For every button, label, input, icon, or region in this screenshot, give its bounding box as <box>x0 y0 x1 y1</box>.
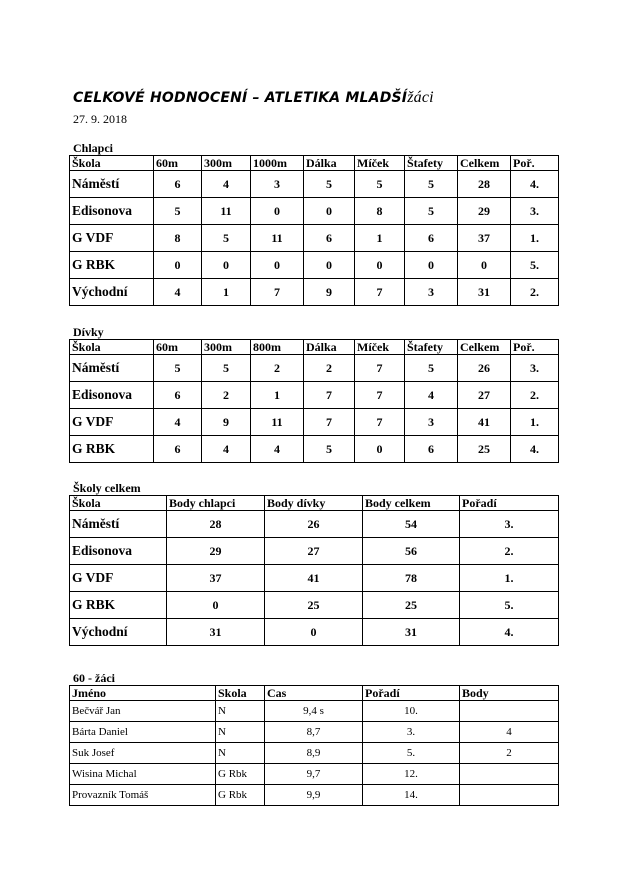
table-cell: 5 <box>405 198 458 225</box>
table-cell: 1. <box>460 565 559 592</box>
table-cell: 12. <box>363 764 460 785</box>
table-cell: G Rbk <box>216 764 265 785</box>
table-row <box>70 355 559 382</box>
table-cell: 9 <box>202 409 251 436</box>
girls-heading: Dívky <box>73 325 104 339</box>
table-header-row <box>70 156 559 171</box>
column-header: Poř. <box>511 156 559 171</box>
column-header: Body chlapci <box>167 496 265 511</box>
table-cell: 7 <box>355 279 405 306</box>
table-header-row <box>70 686 559 701</box>
row-label: Východní <box>70 619 167 646</box>
table-cell: 2. <box>511 382 559 409</box>
column-header: Cas <box>265 686 363 701</box>
column-header: Míček <box>355 156 405 171</box>
row-label: Edisonova <box>70 382 154 409</box>
schools-table <box>69 495 559 646</box>
table-cell: 5 <box>405 171 458 198</box>
table-cell: 25 <box>458 436 511 463</box>
schools-heading: Školy celkem <box>73 481 141 495</box>
table-cell: 0 <box>405 252 458 279</box>
table-cell: 4 <box>202 171 251 198</box>
table-cell: 26 <box>265 511 363 538</box>
boys-heading: Chlapci <box>73 141 114 155</box>
table-cell: 27 <box>458 382 511 409</box>
page-title <box>73 89 434 107</box>
row-label: Suk Josef <box>70 743 216 764</box>
table-cell: 6 <box>154 436 202 463</box>
table-cell: 3. <box>511 355 559 382</box>
table-cell: G Rbk <box>216 785 265 806</box>
table-header-row <box>70 496 559 511</box>
table-cell: 11 <box>202 198 251 225</box>
table-row <box>70 409 559 436</box>
table-cell: 3 <box>405 409 458 436</box>
table-row <box>70 619 559 646</box>
table-cell: 7 <box>355 382 405 409</box>
table-header-row <box>70 340 559 355</box>
table-cell: 5 <box>304 436 355 463</box>
table-cell: 3. <box>363 722 460 743</box>
table-cell: 7 <box>304 409 355 436</box>
table-cell: 41 <box>458 409 511 436</box>
table-row <box>70 511 559 538</box>
column-header: Dálka <box>304 156 355 171</box>
column-header: 300m <box>202 156 251 171</box>
table-cell: 0 <box>251 252 304 279</box>
table-cell: 11 <box>251 409 304 436</box>
table-cell: N <box>216 701 265 722</box>
table-cell: 6 <box>405 225 458 252</box>
table-cell <box>460 764 559 785</box>
column-header: Škola <box>70 496 167 511</box>
table-cell: 0 <box>304 198 355 225</box>
row-label: Edisonova <box>70 538 167 565</box>
table-cell: 31 <box>458 279 511 306</box>
table-cell: 4 <box>460 722 559 743</box>
table-cell: 2 <box>202 382 251 409</box>
table-row <box>70 743 559 764</box>
title-tail: žáci <box>407 89 434 106</box>
table-cell: 2 <box>304 355 355 382</box>
boys-table <box>69 155 559 306</box>
column-header: Míček <box>355 340 405 355</box>
table-cell <box>460 785 559 806</box>
table-cell: 5. <box>363 743 460 764</box>
table-cell: 5 <box>154 198 202 225</box>
table-cell: 5. <box>511 252 559 279</box>
row-label: Edisonova <box>70 198 154 225</box>
table-cell: 1 <box>202 279 251 306</box>
column-header: Pořadí <box>363 686 460 701</box>
table-cell: 54 <box>363 511 460 538</box>
table-cell: 11 <box>251 225 304 252</box>
table-cell: 6 <box>154 382 202 409</box>
table-cell: 0 <box>355 436 405 463</box>
table-cell: 5 <box>202 225 251 252</box>
table-cell: 2. <box>511 279 559 306</box>
table-cell: 5 <box>355 171 405 198</box>
table-cell: 6 <box>304 225 355 252</box>
column-header: Celkem <box>458 156 511 171</box>
table-cell: N <box>216 722 265 743</box>
table-cell: N <box>216 743 265 764</box>
table-cell: 5 <box>202 355 251 382</box>
table-cell: 0 <box>167 592 265 619</box>
table-cell: 1 <box>355 225 405 252</box>
column-header: Body celkem <box>363 496 460 511</box>
table-cell: 1. <box>511 409 559 436</box>
table-cell: 7 <box>355 355 405 382</box>
column-header: Dálka <box>304 340 355 355</box>
column-header: Škola <box>70 156 154 171</box>
column-header: Body <box>460 686 559 701</box>
table-cell: 3 <box>251 171 304 198</box>
table-cell: 5 <box>405 355 458 382</box>
sprint-heading: 60 - žáci <box>73 671 115 685</box>
table-cell: 26 <box>458 355 511 382</box>
table-cell: 4. <box>511 171 559 198</box>
column-header: 60m <box>154 156 202 171</box>
row-label: G VDF <box>70 565 167 592</box>
table-row <box>70 171 559 198</box>
column-header: Body dívky <box>265 496 363 511</box>
column-header: 800m <box>251 340 304 355</box>
table-cell: 3 <box>405 279 458 306</box>
row-label: Provazník Tomáš <box>70 785 216 806</box>
table-cell: 5. <box>460 592 559 619</box>
row-label: G VDF <box>70 225 154 252</box>
document-date: 27. 9. 2018 <box>73 112 127 126</box>
table-row <box>70 225 559 252</box>
table-cell: 8,7 <box>265 722 363 743</box>
column-header: 1000m <box>251 156 304 171</box>
table-cell: 5 <box>154 355 202 382</box>
table-cell: 4. <box>460 619 559 646</box>
table-cell: 1. <box>511 225 559 252</box>
table-cell: 41 <box>265 565 363 592</box>
table-cell: 9,4 s <box>265 701 363 722</box>
table-cell: 0 <box>304 252 355 279</box>
column-header: Skola <box>216 686 265 701</box>
table-cell: 6 <box>154 171 202 198</box>
table-cell: 2 <box>460 743 559 764</box>
row-label: G VDF <box>70 409 154 436</box>
sprint-table <box>69 685 559 806</box>
table-row <box>70 436 559 463</box>
table-row <box>70 701 559 722</box>
row-label: Náměstí <box>70 171 154 198</box>
table-cell: 3. <box>511 198 559 225</box>
table-cell: 29 <box>458 198 511 225</box>
row-label: Bárta Daniel <box>70 722 216 743</box>
table-cell: 2. <box>460 538 559 565</box>
table-cell: 29 <box>167 538 265 565</box>
table-cell: 28 <box>167 511 265 538</box>
row-label: Náměstí <box>70 355 154 382</box>
table-cell: 10. <box>363 701 460 722</box>
table-cell: 0 <box>251 198 304 225</box>
table-cell: 0 <box>154 252 202 279</box>
column-header: Jméno <box>70 686 216 701</box>
table-cell: 7 <box>304 382 355 409</box>
row-label: G RBK <box>70 592 167 619</box>
table-cell: 14. <box>363 785 460 806</box>
table-row <box>70 279 559 306</box>
table-cell: 4 <box>405 382 458 409</box>
table-cell: 31 <box>167 619 265 646</box>
table-cell: 1 <box>251 382 304 409</box>
table-cell: 3. <box>460 511 559 538</box>
column-header: Štafety <box>405 340 458 355</box>
table-cell: 5 <box>304 171 355 198</box>
table-cell: 8,9 <box>265 743 363 764</box>
column-header: Celkem <box>458 340 511 355</box>
table-cell: 37 <box>458 225 511 252</box>
row-label: Bečvář Jan <box>70 701 216 722</box>
column-header: Štafety <box>405 156 458 171</box>
column-header: Poř. <box>511 340 559 355</box>
table-cell: 31 <box>363 619 460 646</box>
table-cell: 4 <box>154 409 202 436</box>
table-cell: 4 <box>202 436 251 463</box>
row-label: G RBK <box>70 252 154 279</box>
table-row <box>70 785 559 806</box>
table-cell: 7 <box>251 279 304 306</box>
column-header: 300m <box>202 340 251 355</box>
table-cell: 0 <box>355 252 405 279</box>
column-header: Pořadí <box>460 496 559 511</box>
table-cell: 78 <box>363 565 460 592</box>
table-cell: 7 <box>355 409 405 436</box>
column-header: Škola <box>70 340 154 355</box>
title-lead: CELKOVÉ HODNOCENÍ – ATLETIKA MLADŠÍ <box>73 90 408 106</box>
table-row <box>70 592 559 619</box>
table-row <box>70 382 559 409</box>
table-cell: 0 <box>202 252 251 279</box>
table-cell: 4 <box>154 279 202 306</box>
table-cell: 2 <box>251 355 304 382</box>
table-cell: 6 <box>405 436 458 463</box>
row-label: Náměstí <box>70 511 167 538</box>
row-label: Wisina Michal <box>70 764 216 785</box>
table-row <box>70 764 559 785</box>
table-cell: 37 <box>167 565 265 592</box>
table-cell: 4. <box>511 436 559 463</box>
row-label: Východní <box>70 279 154 306</box>
table-cell: 9 <box>304 279 355 306</box>
table-cell: 8 <box>355 198 405 225</box>
table-cell: 27 <box>265 538 363 565</box>
table-row <box>70 538 559 565</box>
table-row <box>70 252 559 279</box>
table-row <box>70 198 559 225</box>
table-cell: 25 <box>265 592 363 619</box>
girls-table <box>69 339 559 463</box>
column-header: 60m <box>154 340 202 355</box>
table-row <box>70 722 559 743</box>
row-label: G RBK <box>70 436 154 463</box>
table-cell: 8 <box>154 225 202 252</box>
table-cell: 9,7 <box>265 764 363 785</box>
table-cell: 0 <box>458 252 511 279</box>
table-cell: 4 <box>251 436 304 463</box>
table-cell: 0 <box>265 619 363 646</box>
table-cell: 28 <box>458 171 511 198</box>
table-cell: 25 <box>363 592 460 619</box>
table-row <box>70 565 559 592</box>
table-cell: 9,9 <box>265 785 363 806</box>
table-cell <box>460 701 559 722</box>
table-cell: 56 <box>363 538 460 565</box>
